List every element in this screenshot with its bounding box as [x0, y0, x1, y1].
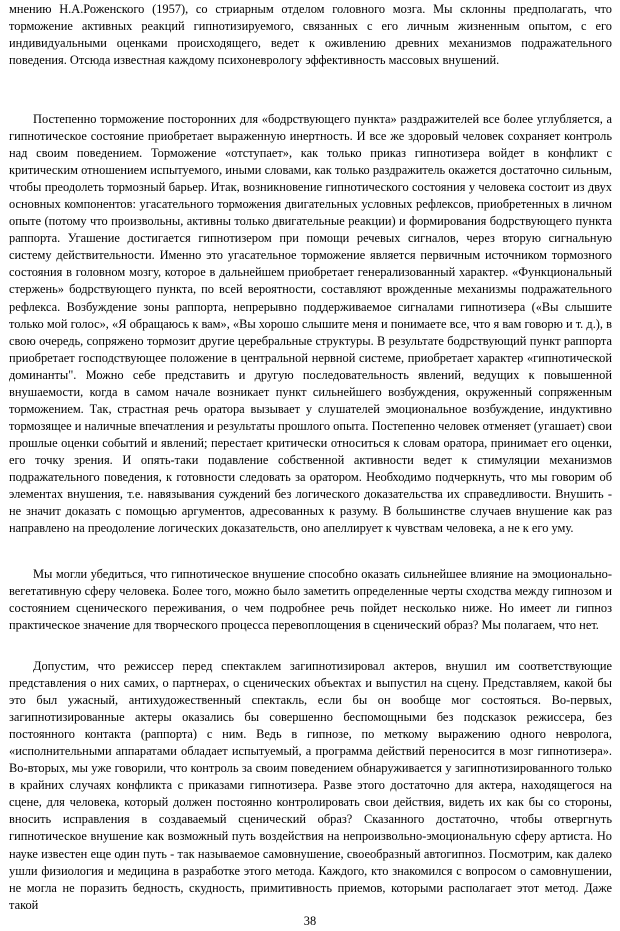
paragraph-1: мнению Н.А.Роженского (1957), со стриарным отделом головного мозга. Мы склонны предполагать, что торможение активных реакций гипнотизируемого, связанных с его личным жизненным опытом, с его индивидуальными оценками происходящего, ведет к оживлению древних механизмов подражательного поведения. Отсюда известная каждому психоневрологу эффективность массовых внушений.	[9, 2, 612, 68]
page-number: 38	[303, 914, 317, 928]
paragraph-4: Допустим, что режиссер перед спектаклем загипнотизировал актеров, внушил им соответствующие представления о них самих, о партнерах, о сценических объектах и выпустил на сцену. Представляем, какой бы это был ужасный, антихудожественный спектакль, если бы он вообще мог состояться. Во-первых, загипнотизированные актеры оказались бы совершенно беспомощными без подсказок режиссера, без постоянного контакта (раппорта) с ним. Ведь в гипнозе, по меткому выражению одного невролога, «исполнительными аппаратами обладает испытуемый, а программа действий переносится в мозг гипнотизера». Во-вторых, мы уже говорили, что контроль за своим поведением обнаруживается у загипнотизированного только в крайних случаях конфликта с приказами гипнотизера. Разве этого достаточно для актера, находящегося на сцене, для человека, который должен постоянно контролировать свои действия, видеть их как бы со стороны, вносить исправления в создаваемый сценический образ? Сказанного достаточно, чтобы отвергнуть гипнотическое внушение как возможный путь воздействия на непроизвольно-эмоциональную сферу артиста. Но науке известен еще один путь - так называемое самовнушение, своеобразный автогипноз. Посмотрим, как далеко ушли физиология и медицина в разработке этого метода. Каждого, кто знакомился с вопросом о самовнушении, не могла не поразить бедность, скудность, примитивность приемов, которыми располагает этот метод. Даже такой	[9, 659, 612, 912]
paragraph-2: Постепенно торможение посторонних для «бодрствующего пункта» раздражителей все более углубляется, а гипнотическое состояние приобретает выраженную инертность. И все же здоровый человек сохраняет контроль над своим поведением. Торможение «отступает», как только приказ гипнотизера войдет в конфликт с критическим отношением испытуемого, иными словами, как только раздражитель окажется достаточно сильным, чтобы преодолеть тормозный барьер. Итак, возникновение гипнотического состояния у человека состоит из двух основных компонентов: угасательного торможения двигательных условных рефлексов, приобретенных в личном опыте (потому что произвольны, активны только двигательные реакции) и формирования бодрствующего пункта раппорта. Угашение достигается гипнотизером при помощи речевых сигналов, через вторую сигнальную систему действительности. Именно это угасательное торможение является первичным источником тормозного состояния в головном мозгу, которое в дальнейшем приобретает генерализованный характер. «Функциональный стержень» бодрствующего пункта, по всей вероятности, составляют врожденные механизмы подражательного рефлекса. Возбуждение зоны раппорта, непрерывно поддерживаемое сигналами гипнотизера («Вы слышите только мой голос», «Я обращаюсь к вам», «Вы хорошо слышите меня и понимаете все, что я вам говорю и т. д.), в свою очередь, сопряжено тормозит другие церебральные структуры. В результате бодрствующий пункт раппорта приобретает господствующее положение в центральной нервной системе, приобретает характер «гипнотической доминанты". Можно себе представить и другую последовательность явлений, ведущих к повышенной внушаемости, когда в самом начале возникает пункт сильнейшего возбуждения, окруженный сопряженным торможением. Так, страстная речь оратора вызывает у слушателей эмоциональное возбуждение, индуктивно тормозящее и наличные впечатления и результаты прошлого опыта. Постепенно человек отменяет (угашает) свои прошлые оценки событий и явлений; перестает критически относиться к словам оратора, принимает его оценки, его точку зрения. И опять-таки подавление собственной активности ведет к стимуляции механизмов подражательного поведения, к готовности следовать за оратором. Необходимо подчеркнуть, что мы говорим об элементах внушения, т.е. навязывания суждений без логического доказательства их справедливости. Внушить - не значит доказать с помощью аргументов, адресованных к разуму. В большинстве случаев внушение как раз направлено на преодоление логических доказательств, оно апеллирует к чувствам человека, а не к его уму.	[9, 112, 612, 536]
paragraph-3: Мы могли убедиться, что гипнотическое внушение способно оказать сильнейшее влияние на эмоционально-вегетативную сферу человека. Более того, можно было заметить определенные черты сходства между гипнозом и состоянием сценического переживания, о чем подробнее речь пойдет несколько ниже. Но имеет ли гипноз практическое значение для творческого процесса перевоплощения в сценический образ? Мы полагаем, что нет.	[9, 567, 612, 633]
